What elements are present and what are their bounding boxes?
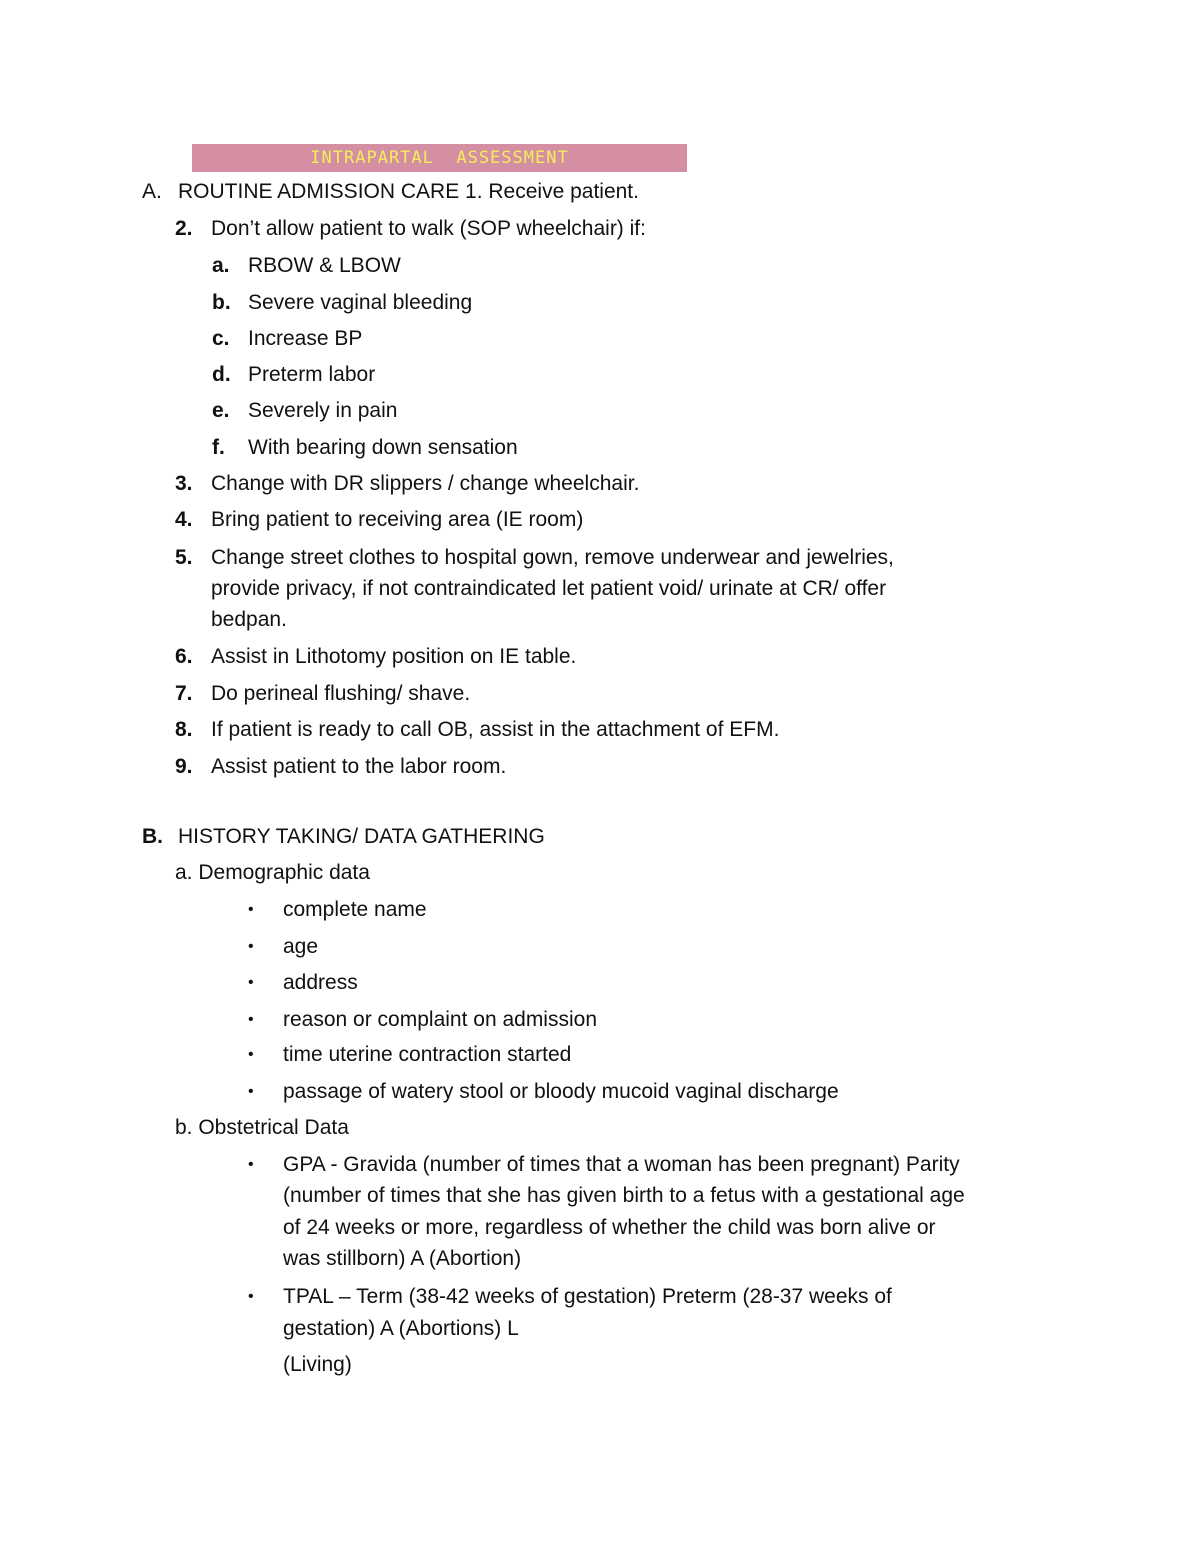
- step-number: 3.: [175, 472, 193, 495]
- sub-item-text: Increase BP: [248, 327, 363, 350]
- subsection-label: a. Demographic data: [175, 861, 370, 884]
- step-text: Bring patient to receiving area (IE room): [211, 508, 584, 531]
- tpal-text: TPAL – Term (38-42 weeks of gestation) Preterm (28-37 weeks of: [283, 1285, 892, 1308]
- step-text: If patient is ready to call OB, assist in the attachment of EFM.: [211, 718, 780, 741]
- document-title: INTRAPARTAL ASSESSMENT: [310, 148, 569, 168]
- bullet-icon: •: [248, 974, 254, 991]
- step-number: 6.: [175, 645, 193, 668]
- step-number: 2.: [175, 217, 193, 240]
- gpa-text: GPA - Gravida (number of times that a woman has been pregnant) Parity: [283, 1153, 960, 1176]
- list-item: passage of watery stool or bloody mucoid vaginal discharge: [283, 1080, 839, 1103]
- step-text: Assist patient to the labor room.: [211, 755, 507, 778]
- subsection-label: b. Obstetrical Data: [175, 1116, 349, 1139]
- sub-item-letter: a.: [212, 254, 230, 277]
- step-text: Change street clothes to hospital gown, remove underwear and jewelries,: [211, 546, 894, 569]
- step-number: 8.: [175, 718, 193, 741]
- sub-item-letter: f.: [212, 436, 225, 459]
- step-number: 5.: [175, 546, 193, 569]
- gpa-text: (number of times that she has given birth to a fetus with a gestational age: [283, 1184, 965, 1207]
- gpa-text: of 24 weeks or more, regardless of whether the child was born alive or: [283, 1216, 936, 1239]
- section-a-heading: ROUTINE ADMISSION CARE 1. Receive patient.: [178, 180, 639, 203]
- sub-item-text: Severe vaginal bleeding: [248, 291, 473, 314]
- step-text: Change with DR slippers / change wheelchair.: [211, 472, 640, 495]
- sub-item-letter: b.: [212, 291, 231, 314]
- sub-item-text: Preterm labor: [248, 363, 376, 386]
- step-number: 4.: [175, 508, 193, 531]
- step-text: Don’t allow patient to walk (SOP wheelchair) if:: [211, 217, 646, 240]
- step-text: bedpan.: [211, 608, 287, 631]
- tpal-text: gestation) A (Abortions) L: [283, 1317, 519, 1340]
- sub-item-letter: d.: [212, 363, 231, 386]
- bullet-icon: •: [248, 1156, 254, 1173]
- bullet-icon: •: [248, 1288, 254, 1305]
- sub-item-text: RBOW & LBOW: [248, 254, 401, 277]
- section-a-letter: A.: [142, 180, 162, 203]
- bullet-icon: •: [248, 938, 254, 955]
- list-item: complete name: [283, 898, 427, 921]
- sub-item-text: With bearing down sensation: [248, 436, 518, 459]
- bullet-icon: •: [248, 901, 254, 918]
- sub-item-text: Severely in pain: [248, 399, 398, 422]
- tpal-text: (Living): [283, 1353, 352, 1376]
- list-item: age: [283, 935, 319, 958]
- step-text: Assist in Lithotomy position on IE table.: [211, 645, 577, 668]
- section-b-heading: HISTORY TAKING/ DATA GATHERING: [178, 825, 545, 848]
- sub-item-letter: c.: [212, 327, 230, 350]
- gpa-text: was stillborn) A (Abortion): [283, 1247, 522, 1270]
- list-item: time uterine contraction started: [283, 1043, 572, 1066]
- step-number: 7.: [175, 682, 193, 705]
- list-item: reason or complaint on admission: [283, 1008, 597, 1031]
- step-text: Do perineal flushing/ shave.: [211, 682, 471, 705]
- bullet-icon: •: [248, 1046, 254, 1063]
- title-banner: [192, 144, 687, 172]
- step-text: provide privacy, if not contraindicated let patient void/ urinate at CR/ offer: [211, 577, 887, 600]
- section-b-letter: B.: [142, 825, 163, 848]
- step-number: 9.: [175, 755, 193, 778]
- sub-item-letter: e.: [212, 399, 230, 422]
- list-item: address: [283, 971, 358, 994]
- bullet-icon: •: [248, 1011, 254, 1028]
- bullet-icon: •: [248, 1083, 254, 1100]
